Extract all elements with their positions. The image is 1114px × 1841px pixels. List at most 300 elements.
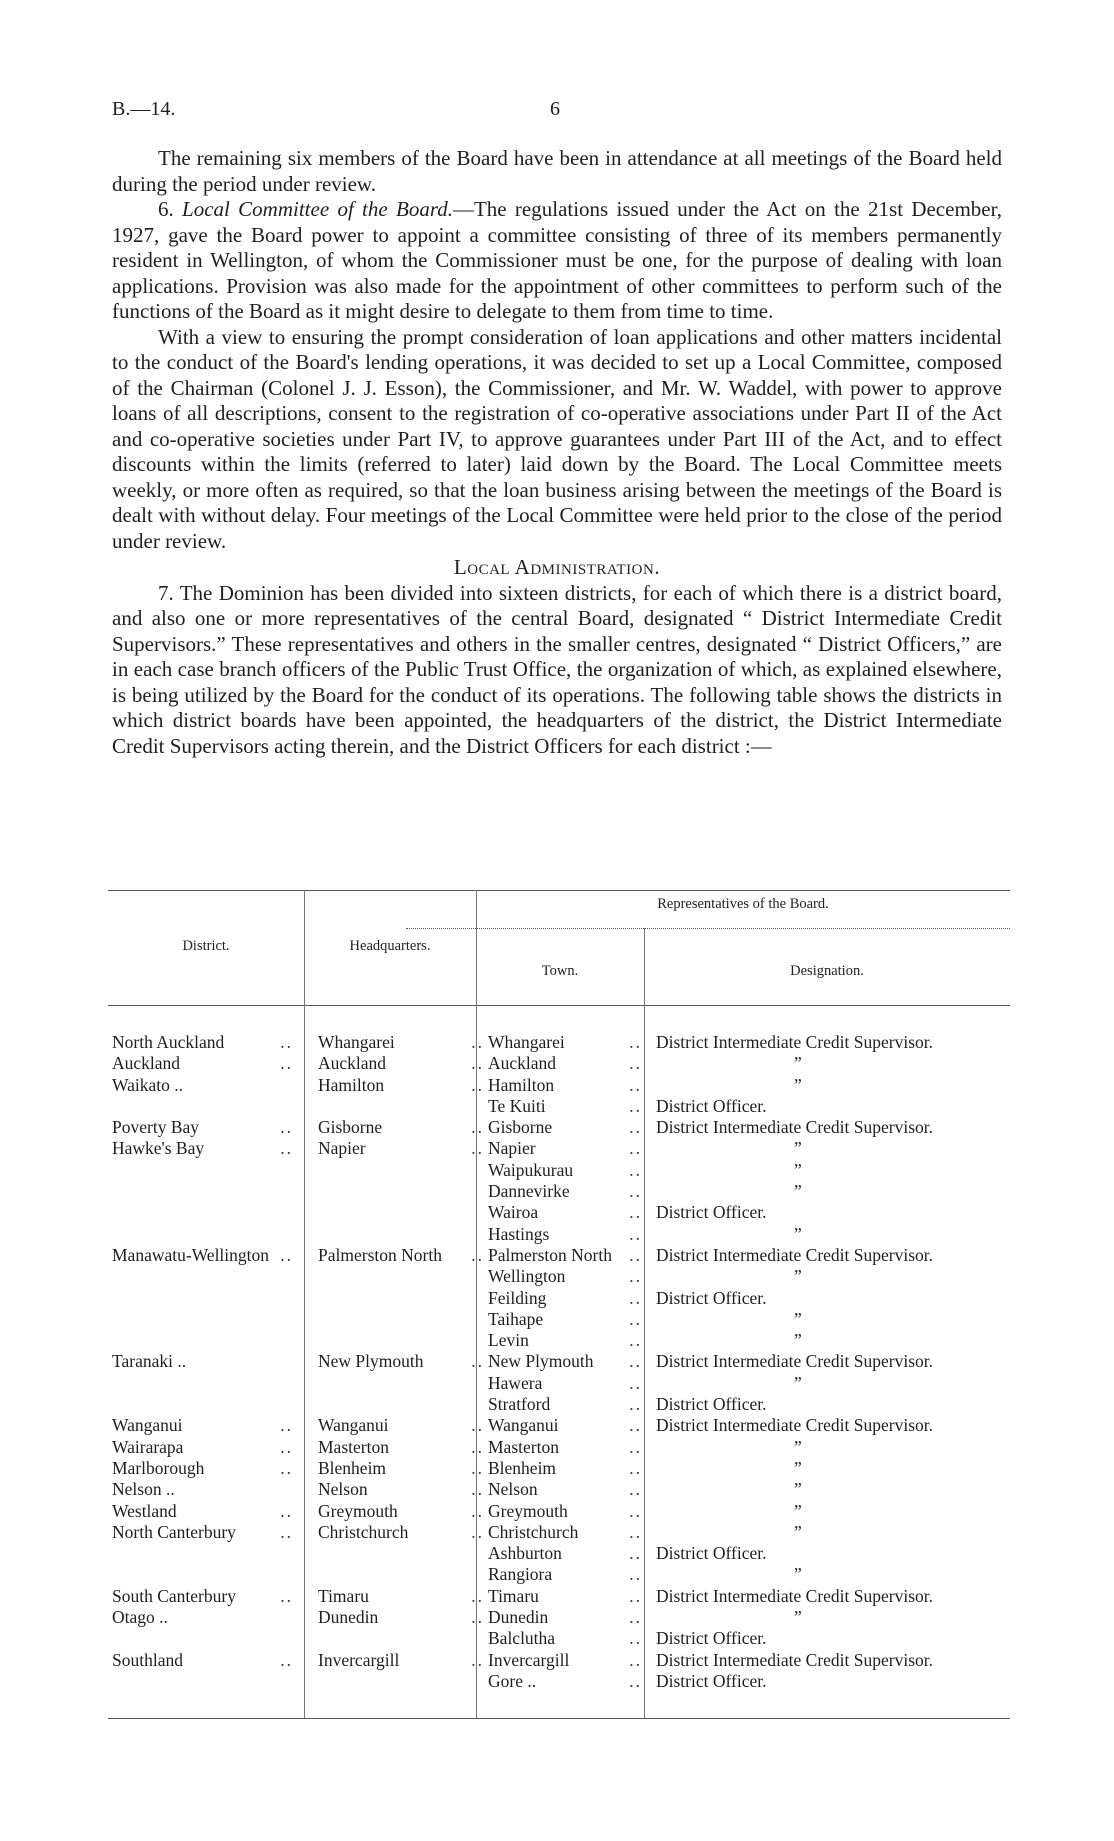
designation-cell-text: ” xyxy=(794,1521,802,1542)
district-cell xyxy=(112,1479,297,1500)
headquarters-cell xyxy=(318,1138,488,1159)
town-cell xyxy=(488,1224,646,1245)
designation-cell-text: ” xyxy=(794,1138,802,1159)
designation-cell xyxy=(656,1160,1012,1181)
district-cell-text: Marlborough xyxy=(112,1457,205,1478)
town-cell xyxy=(488,1671,646,1692)
district-cell-text: Auckland xyxy=(112,1053,181,1074)
town-cell xyxy=(488,1330,646,1351)
designation-cell-text: ” xyxy=(794,1372,802,1393)
designation-cell xyxy=(656,1437,1012,1458)
district-cell xyxy=(112,1607,297,1628)
headquarters-cell xyxy=(318,1117,488,1138)
leader-dots: .. xyxy=(629,1564,642,1585)
column-divider xyxy=(304,890,305,1718)
town-cell-text: Dunedin xyxy=(488,1607,549,1628)
headquarters-cell-text: Dunedin xyxy=(318,1607,379,1628)
leader-dots: .. xyxy=(471,1500,484,1521)
district-cell xyxy=(112,1138,297,1159)
district-cell-text: Nelson .. xyxy=(112,1479,175,1500)
designation-cell xyxy=(656,1138,1012,1159)
district-cell-text: Manawatu-Wellington xyxy=(112,1244,270,1265)
headquarters-cell xyxy=(318,1564,488,1585)
districts-table xyxy=(108,890,1010,1720)
town-cell-text: Rangiora xyxy=(488,1564,553,1585)
leader-dots: .. xyxy=(471,1649,484,1670)
designation-cell-text: ” xyxy=(794,1181,802,1202)
town-cell xyxy=(488,1117,646,1138)
designation-cell xyxy=(656,1096,1012,1117)
town-cell xyxy=(488,1181,646,1202)
district-cell xyxy=(112,1245,297,1266)
town-cell-text: Stratford xyxy=(488,1394,551,1415)
town-cell xyxy=(488,1032,646,1053)
header-representatives: Representatives of the Board. xyxy=(657,896,829,912)
leader-dots: .. xyxy=(471,1479,484,1500)
town-cell xyxy=(488,1415,646,1436)
town-cell xyxy=(488,1628,646,1649)
leader-dots: .. xyxy=(471,1415,484,1436)
headquarters-cell xyxy=(318,1032,488,1053)
headquarters-cell xyxy=(318,1671,488,1692)
headquarters-cell-text: Hamilton xyxy=(318,1074,385,1095)
designation-cell-text: ” xyxy=(794,1159,802,1180)
leader-dots: .. xyxy=(629,1138,642,1159)
designation-cell-text: ” xyxy=(794,1074,802,1095)
town-cell-text: Timaru xyxy=(488,1585,539,1606)
headquarters-cell-text: Nelson xyxy=(318,1479,368,1500)
district-cell xyxy=(112,1437,297,1458)
designation-cell xyxy=(656,1309,1012,1330)
designation-cell-text: District Intermediate Credit Supervisor. xyxy=(656,1032,934,1052)
district-cell xyxy=(112,1394,297,1415)
leader-dots: .. xyxy=(471,1074,484,1095)
headquarters-cell-text: Blenheim xyxy=(318,1457,387,1478)
leader-dots: .. xyxy=(471,1138,484,1159)
district-cell xyxy=(112,1373,297,1394)
headquarters-cell xyxy=(318,1373,488,1394)
table-header-rule xyxy=(108,1005,1010,1006)
district-cell xyxy=(112,1181,297,1202)
headquarters-cell xyxy=(318,1586,488,1607)
town-cell xyxy=(488,1245,646,1266)
designation-cell xyxy=(656,1650,1012,1671)
headquarters-cell-text: Masterton xyxy=(318,1436,389,1457)
town-cell xyxy=(488,1543,646,1564)
leader-dots: .. xyxy=(629,1585,642,1606)
town-cell-text: Waipukurau xyxy=(488,1159,574,1180)
designation-cell xyxy=(656,1501,1012,1522)
headquarters-cell-text: Timaru xyxy=(318,1585,369,1606)
designation-cell-text: ” xyxy=(794,1308,802,1329)
town-cell-text: Taihape xyxy=(488,1308,544,1329)
district-cell-text: Wairarapa xyxy=(112,1436,184,1457)
headquarters-cell xyxy=(318,1351,488,1372)
town-cell-text: Palmerston North xyxy=(488,1244,612,1265)
leader-dots: .. xyxy=(471,1436,484,1457)
leader-dots: .. xyxy=(471,1351,484,1372)
header-district: District. xyxy=(182,938,230,954)
town-cell-text: Blenheim xyxy=(488,1457,557,1478)
town-cell-text: Wairoa xyxy=(488,1202,539,1223)
leader-dots: .. xyxy=(280,1244,293,1265)
designation-cell xyxy=(656,1330,1012,1351)
district-cell xyxy=(112,1075,297,1096)
headquarters-cell xyxy=(318,1181,488,1202)
town-cell xyxy=(488,1650,646,1671)
designation-cell xyxy=(656,1181,1012,1202)
town-cell-text: Feilding xyxy=(488,1287,547,1308)
town-cell-text: Te Kuiti xyxy=(488,1095,546,1116)
headquarters-cell xyxy=(318,1628,488,1649)
designation-cell xyxy=(656,1479,1012,1500)
leader-dots: .. xyxy=(280,1053,293,1074)
leader-dots: .. xyxy=(629,1607,642,1628)
leader-dots: .. xyxy=(629,1351,642,1372)
leader-dots: .. xyxy=(280,1585,293,1606)
district-cell xyxy=(112,1564,297,1585)
headquarters-cell xyxy=(318,1501,488,1522)
headquarters-cell-text: Greymouth xyxy=(318,1500,398,1521)
town-cell xyxy=(488,1075,646,1096)
headquarters-cell-text: Christchurch xyxy=(318,1521,409,1542)
table-top-rule xyxy=(108,890,1010,891)
designation-cell-text: District Intermediate Credit Supervisor. xyxy=(656,1351,934,1372)
headquarters-cell xyxy=(318,1330,488,1351)
designation-cell-text: ” xyxy=(794,1053,802,1074)
leader-dots: .. xyxy=(629,1649,642,1670)
town-cell xyxy=(488,1288,646,1309)
leader-dots: .. xyxy=(629,1032,642,1052)
district-cell xyxy=(112,1330,297,1351)
district-cell-text: South Canterbury xyxy=(112,1585,236,1606)
leader-dots: .. xyxy=(471,1457,484,1478)
designation-cell xyxy=(656,1373,1012,1394)
leader-dots: .. xyxy=(471,1521,484,1542)
headquarters-cell-text: Palmerston North xyxy=(318,1244,442,1265)
leader-dots: .. xyxy=(629,1394,642,1415)
leader-dots: .. xyxy=(629,1500,642,1521)
designation-column xyxy=(656,1032,1012,1692)
headquarters-cell xyxy=(318,1437,488,1458)
headquarters-cell xyxy=(318,1245,488,1266)
leader-dots: .. xyxy=(280,1457,293,1478)
town-cell xyxy=(488,1458,646,1479)
district-cell xyxy=(112,1671,297,1692)
headquarters-cell xyxy=(318,1075,488,1096)
designation-cell xyxy=(656,1671,1012,1692)
town-cell-text: Hamilton xyxy=(488,1074,555,1095)
designation-cell xyxy=(656,1415,1012,1436)
designation-cell xyxy=(656,1458,1012,1479)
designation-cell-text: District Officer. xyxy=(656,1202,767,1223)
town-cell-text: Balclutha xyxy=(488,1628,556,1649)
designation-cell xyxy=(656,1032,1012,1053)
designation-cell xyxy=(656,1522,1012,1543)
town-cell-text: Invercargill xyxy=(488,1649,570,1670)
district-cell xyxy=(112,1650,297,1671)
town-cell xyxy=(488,1309,646,1330)
leader-dots: .. xyxy=(629,1095,642,1116)
district-cell xyxy=(112,1053,297,1074)
district-cell-text: Wanganui xyxy=(112,1415,183,1436)
district-cell xyxy=(112,1586,297,1607)
town-cell-text: Napier xyxy=(488,1138,536,1159)
town-cell xyxy=(488,1564,646,1585)
town-cell-text: Ashburton xyxy=(488,1543,562,1564)
designation-cell-text: District Intermediate Credit Supervisor. xyxy=(656,1415,934,1436)
page-header xyxy=(112,98,1002,128)
paragraph-2 xyxy=(112,197,1002,325)
headquarters-cell xyxy=(318,1266,488,1287)
designation-cell-text: ” xyxy=(794,1457,802,1478)
body-text xyxy=(112,146,1002,759)
town-cell-text: New Plymouth xyxy=(488,1351,594,1372)
leader-dots: .. xyxy=(280,1521,293,1542)
leader-dots: .. xyxy=(280,1032,293,1052)
leader-dots: .. xyxy=(471,1117,484,1138)
document-reference: B.—14. xyxy=(112,98,176,120)
district-cell xyxy=(112,1202,297,1223)
town-cell-text: Wellington xyxy=(488,1266,566,1287)
district-cell xyxy=(112,1543,297,1564)
town-cell-text: Nelson xyxy=(488,1479,538,1500)
designation-cell-text: District Officer. xyxy=(656,1095,767,1116)
town-cell-text: Gisborne xyxy=(488,1117,553,1138)
leader-dots: .. xyxy=(629,1415,642,1436)
designation-cell xyxy=(656,1288,1012,1309)
headquarters-cell xyxy=(318,1053,488,1074)
district-cell xyxy=(112,1224,297,1245)
leader-dots: .. xyxy=(629,1053,642,1074)
header-designation: Designation. xyxy=(790,963,864,979)
designation-cell xyxy=(656,1202,1012,1223)
designation-cell-text: ” xyxy=(794,1607,802,1628)
leader-dots: .. xyxy=(629,1287,642,1308)
paragraph-2-heading: Local Committee of the Board. xyxy=(182,197,453,221)
designation-cell-text: District Officer. xyxy=(656,1543,767,1564)
town-cell-text: Hastings xyxy=(488,1223,550,1244)
leader-dots: .. xyxy=(280,1415,293,1436)
leader-dots: .. xyxy=(629,1372,642,1393)
designation-cell-text: District Intermediate Credit Supervisor. xyxy=(656,1585,934,1606)
headquarters-cell xyxy=(318,1458,488,1479)
town-cell-text: Levin xyxy=(488,1330,529,1351)
district-cell-text: Hawke's Bay xyxy=(112,1138,205,1159)
paragraph-2-number: 6. xyxy=(158,197,174,221)
district-cell-text: Poverty Bay xyxy=(112,1117,200,1138)
leader-dots: .. xyxy=(629,1543,642,1564)
district-cell xyxy=(112,1309,297,1330)
district-cell-text: North Auckland xyxy=(112,1032,225,1052)
town-cell-text: Whangarei xyxy=(488,1032,565,1052)
headquarters-cell xyxy=(318,1288,488,1309)
designation-cell-text: District Officer. xyxy=(656,1287,767,1308)
section-heading: Local Administration. xyxy=(453,555,661,579)
district-cell-text: Waikato .. xyxy=(112,1074,183,1095)
designation-cell xyxy=(656,1224,1012,1245)
town-cell xyxy=(488,1607,646,1628)
headquarters-cell xyxy=(318,1096,488,1117)
designation-cell-text: ” xyxy=(794,1479,802,1500)
designation-cell xyxy=(656,1607,1012,1628)
headquarters-cell xyxy=(318,1309,488,1330)
leader-dots: .. xyxy=(629,1223,642,1244)
designation-cell xyxy=(656,1117,1012,1138)
town-cell xyxy=(488,1394,646,1415)
town-cell xyxy=(488,1096,646,1117)
leader-dots: .. xyxy=(280,1500,293,1521)
town-cell xyxy=(488,1202,646,1223)
headquarters-cell-text: Napier xyxy=(318,1138,366,1159)
designation-cell-text: District Intermediate Credit Supervisor. xyxy=(656,1244,934,1265)
town-cell xyxy=(488,1138,646,1159)
headquarters-cell-text: New Plymouth xyxy=(318,1351,424,1372)
town-cell xyxy=(488,1586,646,1607)
town-cell xyxy=(488,1437,646,1458)
town-cell-text: Christchurch xyxy=(488,1521,579,1542)
paragraph-3: With a view to ensuring the prompt consideration of loan applications and other matters incidental to the conduct of the Board's lending operations, it was decided to set up a Local Committee, composed of the Chairman (Colonel J. J. Esson), the Commissioner, and Mr. W. Waddel, with power to approve loans of all descriptions, consent to the registration of co-operative associations under Part II of the Act and co-operative societies under Part IV, to approve guarantees under Part III of the Act, and to effect discounts within the limits (referred to later) laid down by the Board. The Local Committee meets weekly, or more often as required, so that the loan business arising between the meetings of the Board is dealt with without delay. Four meetings of the Local Committee were held prior to the close of the period under review. xyxy=(112,324,1002,553)
leader-dots: .. xyxy=(280,1117,293,1138)
paragraph-2-text: —The regulations issued under the Act on the 21st December, 1927, gave the Board power to appoint a committee consisting of three of its members permanently resident in Wellington, of whom the Commissioner must be one, for the purpose of dealing with loan applications. Provision was also made for the appointment of other committees to perform such of the functions of the Board as it might desire to delegate to them from time to time. xyxy=(112,197,1003,323)
district-cell xyxy=(112,1351,297,1372)
leader-dots: .. xyxy=(629,1670,642,1691)
leader-dots: .. xyxy=(629,1628,642,1649)
district-cell xyxy=(112,1160,297,1181)
leader-dots: .. xyxy=(629,1244,642,1265)
designation-cell-text: ” xyxy=(794,1266,802,1287)
table-bottom-rule xyxy=(108,1718,1010,1719)
designation-cell xyxy=(656,1628,1012,1649)
headquarters-column xyxy=(318,1032,488,1692)
district-cell xyxy=(112,1458,297,1479)
designation-cell-text: District Intermediate Credit Supervisor. xyxy=(656,1649,934,1670)
designation-cell-text: District Intermediate Credit Supervisor. xyxy=(656,1117,934,1138)
district-cell-text: North Canterbury xyxy=(112,1521,236,1542)
town-cell-text: Auckland xyxy=(488,1053,557,1074)
leader-dots: .. xyxy=(280,1649,293,1670)
leader-dots: .. xyxy=(471,1053,484,1074)
leader-dots: .. xyxy=(471,1585,484,1606)
representatives-subrule xyxy=(406,928,1010,929)
headquarters-cell xyxy=(318,1607,488,1628)
designation-cell-text: District Officer. xyxy=(656,1628,767,1649)
header-headquarters: Headquarters. xyxy=(349,938,431,954)
district-cell xyxy=(112,1117,297,1138)
designation-cell-text: ” xyxy=(794,1564,802,1585)
town-cell-text: Hawera xyxy=(488,1372,543,1393)
headquarters-cell-text: Invercargill xyxy=(318,1649,400,1670)
leader-dots: .. xyxy=(629,1266,642,1287)
designation-cell xyxy=(656,1075,1012,1096)
leader-dots: .. xyxy=(280,1436,293,1457)
headquarters-cell xyxy=(318,1650,488,1671)
district-cell-text: Otago .. xyxy=(112,1607,168,1628)
headquarters-cell xyxy=(318,1160,488,1181)
town-cell xyxy=(488,1053,646,1074)
designation-cell xyxy=(656,1053,1012,1074)
leader-dots: .. xyxy=(629,1202,642,1223)
leader-dots: .. xyxy=(629,1181,642,1202)
district-cell xyxy=(112,1096,297,1117)
leader-dots: .. xyxy=(471,1607,484,1628)
town-cell xyxy=(488,1501,646,1522)
leader-dots: .. xyxy=(629,1457,642,1478)
leader-dots: .. xyxy=(471,1032,484,1052)
headquarters-cell xyxy=(318,1224,488,1245)
headquarters-cell xyxy=(318,1394,488,1415)
town-column xyxy=(488,1032,646,1692)
leader-dots: .. xyxy=(280,1138,293,1159)
headquarters-cell xyxy=(318,1202,488,1223)
designation-cell xyxy=(656,1586,1012,1607)
header-town: Town. xyxy=(541,963,579,979)
designation-cell xyxy=(656,1394,1012,1415)
town-cell xyxy=(488,1373,646,1394)
town-cell xyxy=(488,1351,646,1372)
leader-dots: .. xyxy=(629,1117,642,1138)
designation-cell xyxy=(656,1351,1012,1372)
headquarters-cell xyxy=(318,1415,488,1436)
designation-cell-text: ” xyxy=(794,1500,802,1521)
designation-cell-text: ” xyxy=(794,1223,802,1244)
headquarters-cell-text: Wanganui xyxy=(318,1415,389,1436)
district-cell xyxy=(112,1628,297,1649)
district-cell xyxy=(112,1288,297,1309)
headquarters-cell-text: Auckland xyxy=(318,1053,387,1074)
town-cell-text: Dannevirke xyxy=(488,1181,570,1202)
town-cell xyxy=(488,1266,646,1287)
leader-dots: .. xyxy=(629,1159,642,1180)
district-cell xyxy=(112,1032,297,1053)
town-cell-text: Greymouth xyxy=(488,1500,568,1521)
paragraph-1: The remaining six members of the Board have been in attendance at all meetings of the Board held during the period under review. xyxy=(112,146,1002,196)
leader-dots: .. xyxy=(629,1479,642,1500)
designation-cell-text: District Officer. xyxy=(656,1394,767,1415)
district-cell-text: Southland xyxy=(112,1649,183,1670)
district-cell xyxy=(112,1266,297,1287)
leader-dots: .. xyxy=(629,1074,642,1095)
town-cell-text: Gore .. xyxy=(488,1670,537,1691)
headquarters-cell xyxy=(318,1522,488,1543)
headquarters-cell-text: Gisborne xyxy=(318,1117,383,1138)
leader-dots: .. xyxy=(629,1308,642,1329)
district-column xyxy=(112,1032,297,1692)
designation-cell xyxy=(656,1266,1012,1287)
town-cell xyxy=(488,1160,646,1181)
district-cell xyxy=(112,1501,297,1522)
town-cell xyxy=(488,1522,646,1543)
town-cell-text: Masterton xyxy=(488,1436,559,1457)
designation-cell-text: ” xyxy=(794,1436,802,1457)
designation-cell-text: ” xyxy=(794,1330,802,1351)
town-cell-text: Wanganui xyxy=(488,1415,559,1436)
designation-cell xyxy=(656,1543,1012,1564)
leader-dots: .. xyxy=(629,1330,642,1351)
district-cell-text: Westland xyxy=(112,1500,177,1521)
designation-cell xyxy=(656,1245,1012,1266)
district-cell-text: Taranaki .. xyxy=(112,1351,187,1372)
designation-cell xyxy=(656,1564,1012,1585)
leader-dots: .. xyxy=(471,1244,484,1265)
headquarters-cell xyxy=(318,1543,488,1564)
district-cell xyxy=(112,1415,297,1436)
paragraph-4: 7. The Dominion has been divided into sixteen districts, for each of which there is a district board, and also one or more representatives of the central Board, designated “ District Intermediate Credit Supervisors.” These representatives and others in the smaller centres, designated “ District Officers,” are in each case branch officers of the Public Trust Office, the organization of which, as explained elsewhere, is being utilized by the Board for the conduct of its operations. The following table shows the districts in which district boards have been appointed, the headquarters of the district, the District Intermediate Credit Supervisors acting therein, and the District Officers for each district :— xyxy=(112,580,1002,758)
town-cell xyxy=(488,1479,646,1500)
district-cell xyxy=(112,1522,297,1543)
page-number: 6 xyxy=(550,98,560,120)
leader-dots: .. xyxy=(629,1436,642,1457)
